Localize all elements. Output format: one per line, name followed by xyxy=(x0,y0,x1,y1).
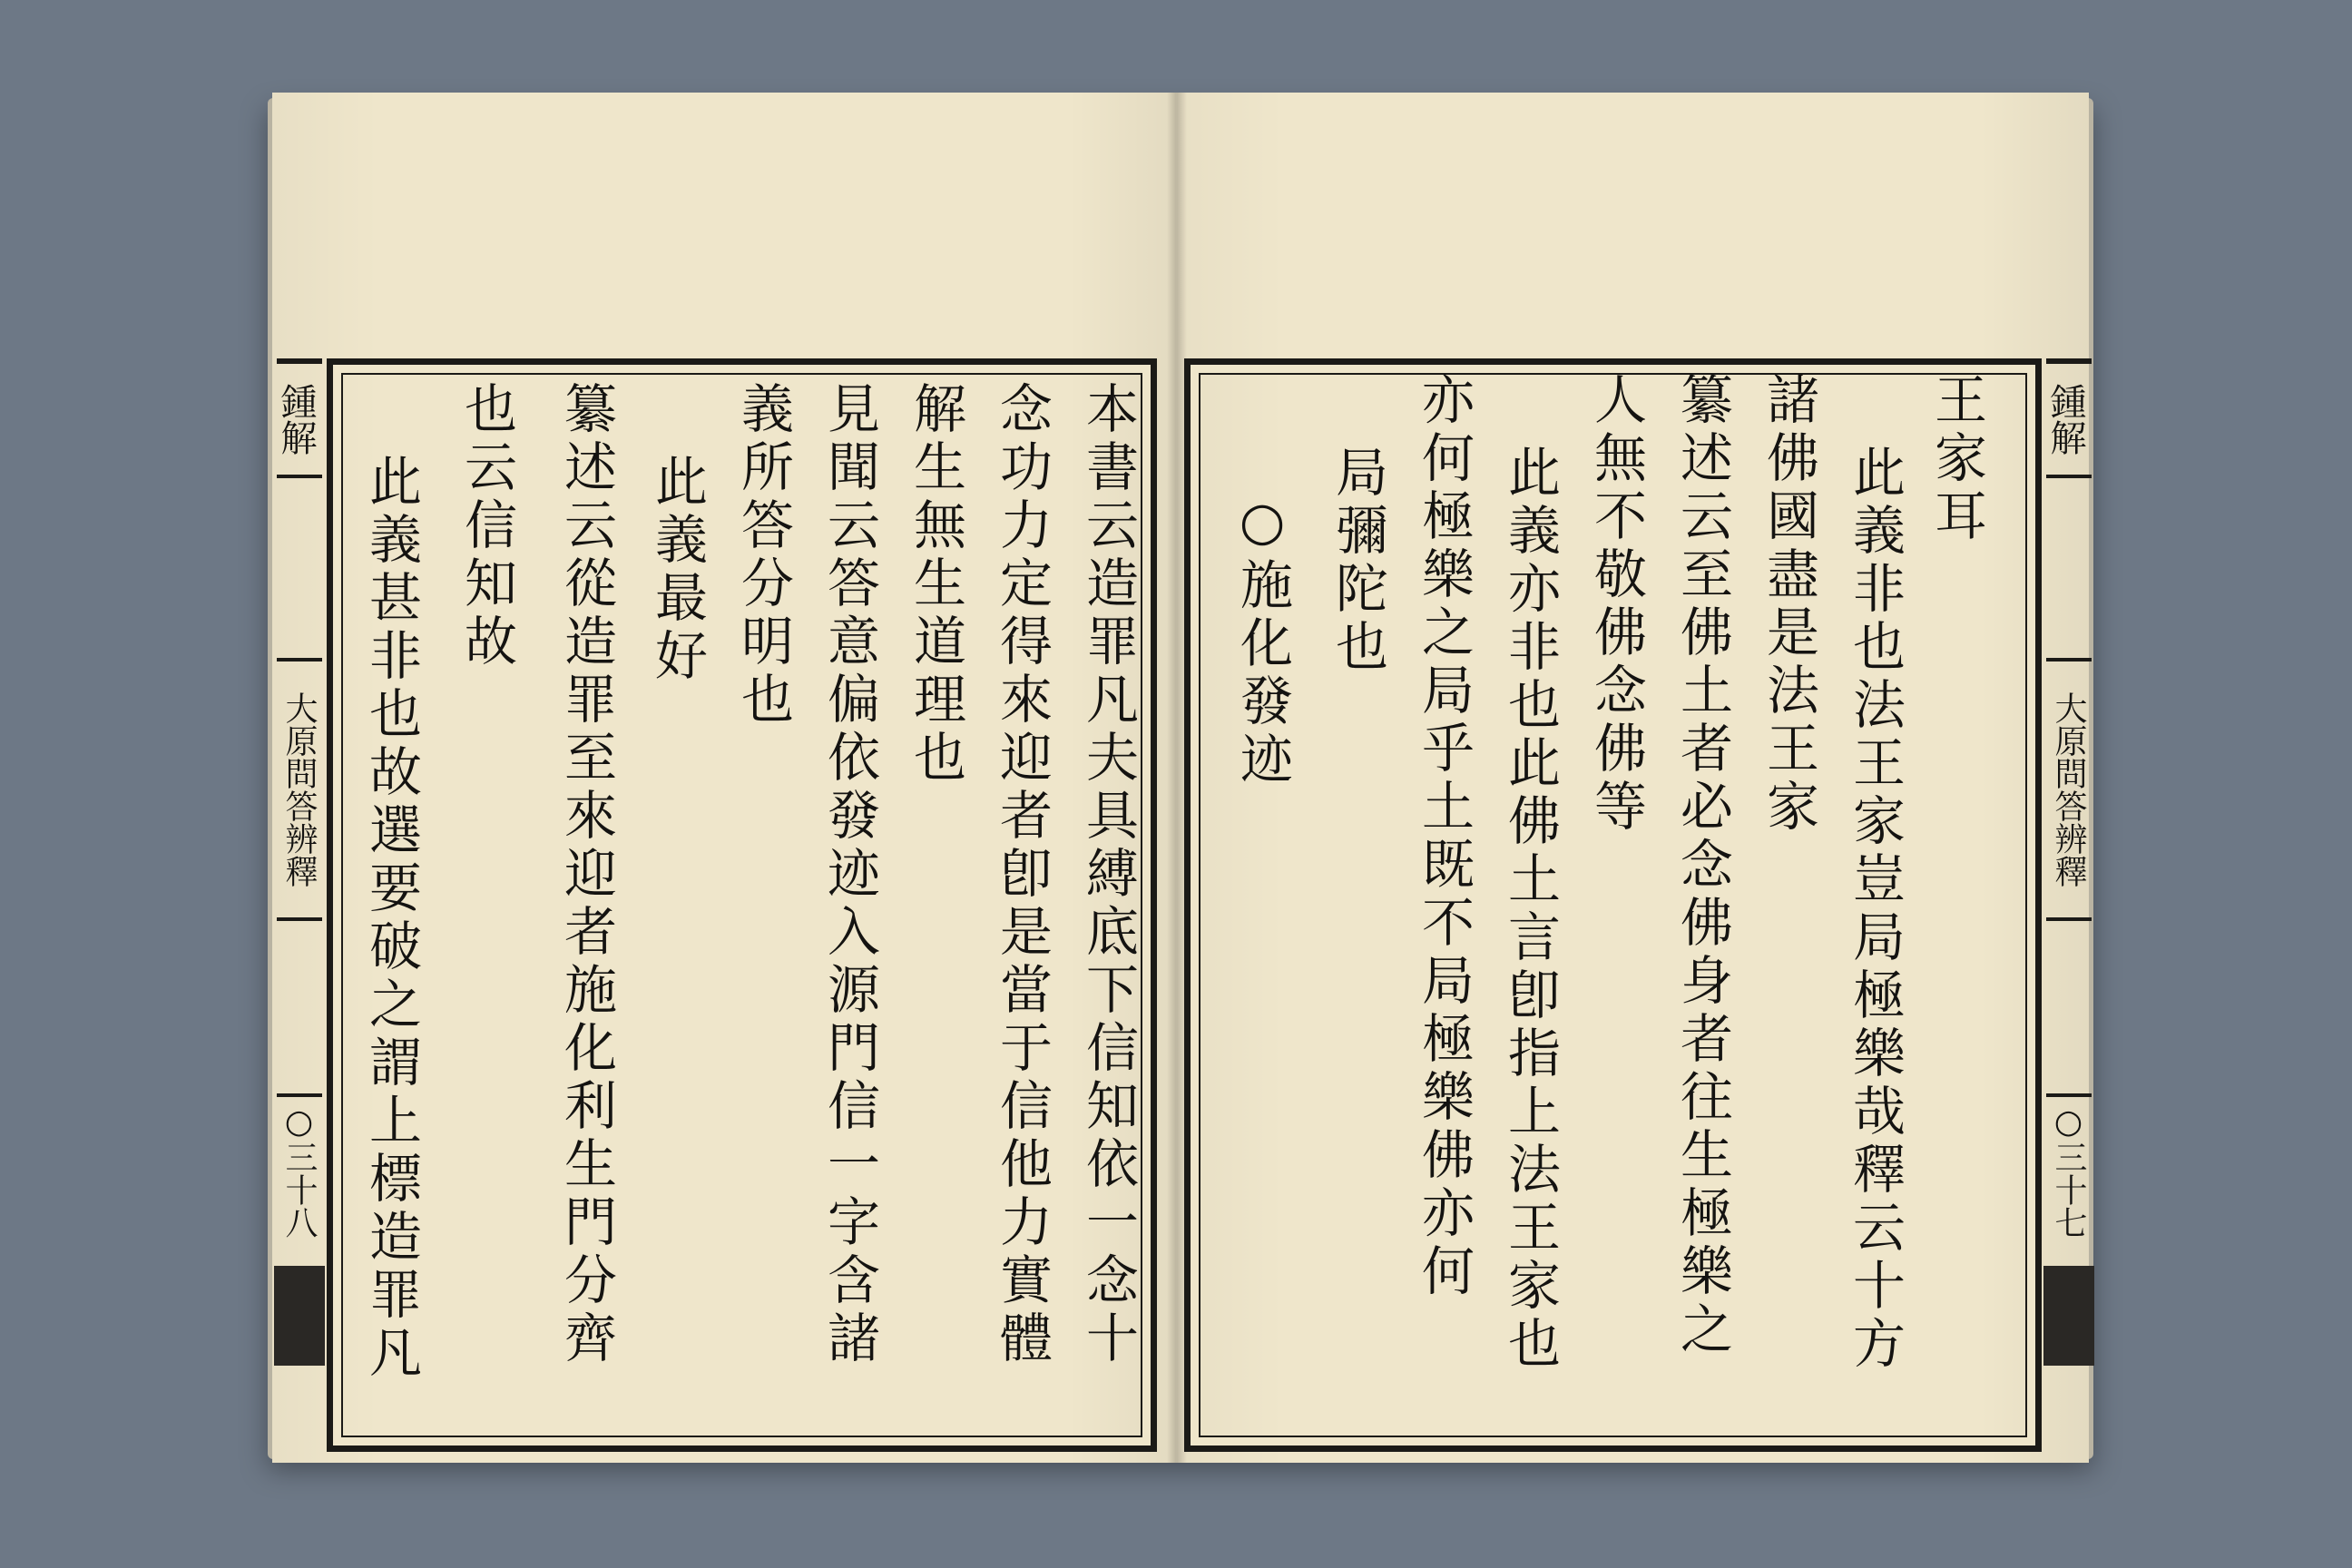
right-column-4: 纂述云至佛土者必念佛身者往生極樂之 xyxy=(1671,372,1733,1359)
right-column-9: ○施化發迹 xyxy=(1231,490,1293,789)
left-column-2: 念功力定得來迎者卽是當于信他力實體 xyxy=(991,381,1053,1368)
right-column-6: 此義亦非也此佛土言卽指上法王家也 xyxy=(1499,445,1561,1374)
left-header-title: 鍾解 xyxy=(277,358,322,478)
right-page-margin-header xyxy=(2042,358,2096,1452)
right-header-subtitle: 大原問答辨釋 xyxy=(2046,658,2092,921)
right-column-8: 局彌陀也 xyxy=(1327,445,1388,677)
left-black-block xyxy=(274,1266,325,1366)
left-column-1: 本書云造罪凡夫具縛底下信知依一念十 xyxy=(1077,381,1139,1368)
left-column-7: 纂述云從造罪至來迎者施化利生門分齊 xyxy=(555,381,617,1368)
right-column-3: 諸佛國盡是法王家 xyxy=(1758,372,1819,837)
right-page-number: ○三十七 xyxy=(2046,1093,2092,1239)
right-black-block xyxy=(2043,1266,2094,1366)
left-column-8: 也云信知故 xyxy=(456,381,517,671)
left-column-5: 義所答分明也 xyxy=(732,381,794,730)
left-page-margin-header xyxy=(272,358,327,1452)
left-column-4: 見聞云答意偏依發迹入源門信一字含諸 xyxy=(818,381,880,1368)
right-column-5: 人無不敬佛念佛等 xyxy=(1585,372,1647,837)
left-column-3: 解生無生道理也 xyxy=(905,381,966,788)
left-header-subtitle: 大原問答辨釋 xyxy=(277,658,322,921)
right-column-7: 亦何極樂之局乎土既不局極樂佛亦何 xyxy=(1413,372,1475,1301)
left-column-9: 此義甚非也故選要破之謂上標造罪凡 xyxy=(360,454,422,1383)
left-page-number: ○三十八 xyxy=(277,1093,322,1239)
right-column-2: 此義非也法王家豈局極樂哉釋云十方 xyxy=(1844,445,1906,1374)
left-column-6: 此義最好 xyxy=(646,454,708,686)
right-header-title: 鍾解 xyxy=(2046,358,2092,478)
right-column-1: 王家耳 xyxy=(1926,372,1987,546)
